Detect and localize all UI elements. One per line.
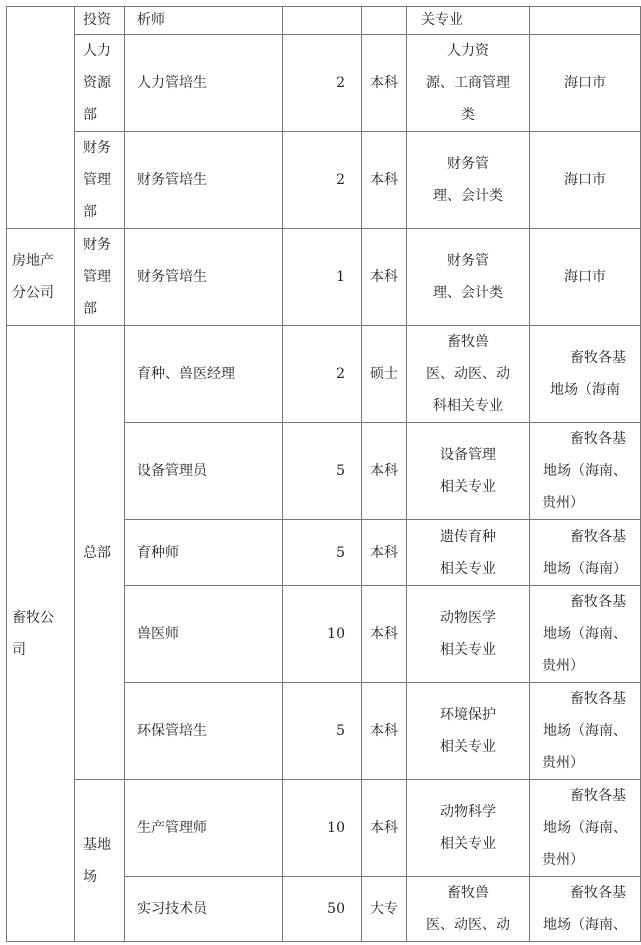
company-cell [7, 7, 75, 229]
location-cell: 海口市 [530, 229, 641, 326]
count-cell: 2 [283, 132, 362, 229]
company-cell: 房地产 分公司 [7, 229, 75, 326]
position-cell: 设备管理员 [125, 423, 283, 520]
education-cell: 本科 [362, 229, 407, 326]
major-cell: 畜牧兽 医、动医、动 科相关专业 [407, 326, 530, 423]
position-cell: 生产管理师 [125, 780, 283, 877]
count-cell: 5 [283, 423, 362, 520]
education-cell: 本科 [362, 423, 407, 520]
position-cell: 财务管培生 [125, 132, 283, 229]
position-cell: 环保管培生 [125, 683, 283, 780]
location-cell: 畜牧各基 地场（海南、 贵州） [530, 423, 641, 520]
location-cell: 畜牧各基 地场（海南、 [530, 877, 641, 942]
count-cell: 10 [283, 586, 362, 683]
location-cell: 畜牧各基 地场（海南、 贵州） [530, 683, 641, 780]
location-cell: 畜牧各基 地场（海南、 贵州） [530, 780, 641, 877]
major-cell: 遗传育种 相关专业 [407, 520, 530, 586]
recruitment-table [6, 6, 641, 942]
education-cell: 硕士 [362, 326, 407, 423]
education-cell: 本科 [362, 35, 407, 132]
dept-cell: 总部 [75, 326, 125, 780]
table-row [7, 326, 641, 423]
education-cell: 本科 [362, 132, 407, 229]
table-row [7, 229, 641, 326]
location-cell: 畜牧各基 地场（海南 [530, 326, 641, 423]
location-cell: 海口市 [530, 35, 641, 132]
table-row [7, 780, 641, 877]
major-cell: 畜牧兽 医、动医、动 [407, 877, 530, 942]
count-cell: 2 [283, 326, 362, 423]
dept-cell: 投资 [75, 7, 125, 35]
dept-cell: 基地 场 [75, 780, 125, 942]
education-cell: 本科 [362, 683, 407, 780]
table-row [7, 7, 641, 35]
major-cell: 动物医学 相关专业 [407, 586, 530, 683]
education-cell: 本科 [362, 520, 407, 586]
dept-cell: 财务 管理 部 [75, 229, 125, 326]
location-cell: 畜牧各基 地场（海南、 贵州） [530, 586, 641, 683]
count-cell: 5 [283, 683, 362, 780]
table-row [7, 35, 641, 132]
count-cell: 10 [283, 780, 362, 877]
position-cell: 实习技术员 [125, 877, 283, 942]
position-cell: 育种、兽医经理 [125, 326, 283, 423]
position-cell: 析师 [125, 7, 283, 35]
education-cell: 大专 [362, 877, 407, 942]
count-cell: 50 [283, 877, 362, 942]
education-cell: 本科 [362, 780, 407, 877]
count-cell [283, 7, 362, 35]
major-cell: 环境保护 相关专业 [407, 683, 530, 780]
major-cell: 关专业 [407, 7, 530, 35]
major-cell: 财务管 理、会计类 [407, 132, 530, 229]
company-cell: 畜牧公 司 [7, 326, 75, 942]
count-cell: 1 [283, 229, 362, 326]
location-cell: 海口市 [530, 132, 641, 229]
count-cell: 5 [283, 520, 362, 586]
position-cell: 兽医师 [125, 586, 283, 683]
table-row [7, 132, 641, 229]
major-cell: 财务管 理、会计类 [407, 229, 530, 326]
position-cell: 财务管培生 [125, 229, 283, 326]
position-cell: 人力管培生 [125, 35, 283, 132]
location-cell [530, 7, 641, 35]
location-cell: 畜牧各基 地场（海南） [530, 520, 641, 586]
dept-cell: 人力 资源 部 [75, 35, 125, 132]
major-cell: 动物科学 相关专业 [407, 780, 530, 877]
count-cell: 2 [283, 35, 362, 132]
dept-cell: 财务 管理 部 [75, 132, 125, 229]
education-cell [362, 7, 407, 35]
position-cell: 育种师 [125, 520, 283, 586]
education-cell: 本科 [362, 586, 407, 683]
major-cell: 设备管理 相关专业 [407, 423, 530, 520]
major-cell: 人力资 源、工商管理 类 [407, 35, 530, 132]
